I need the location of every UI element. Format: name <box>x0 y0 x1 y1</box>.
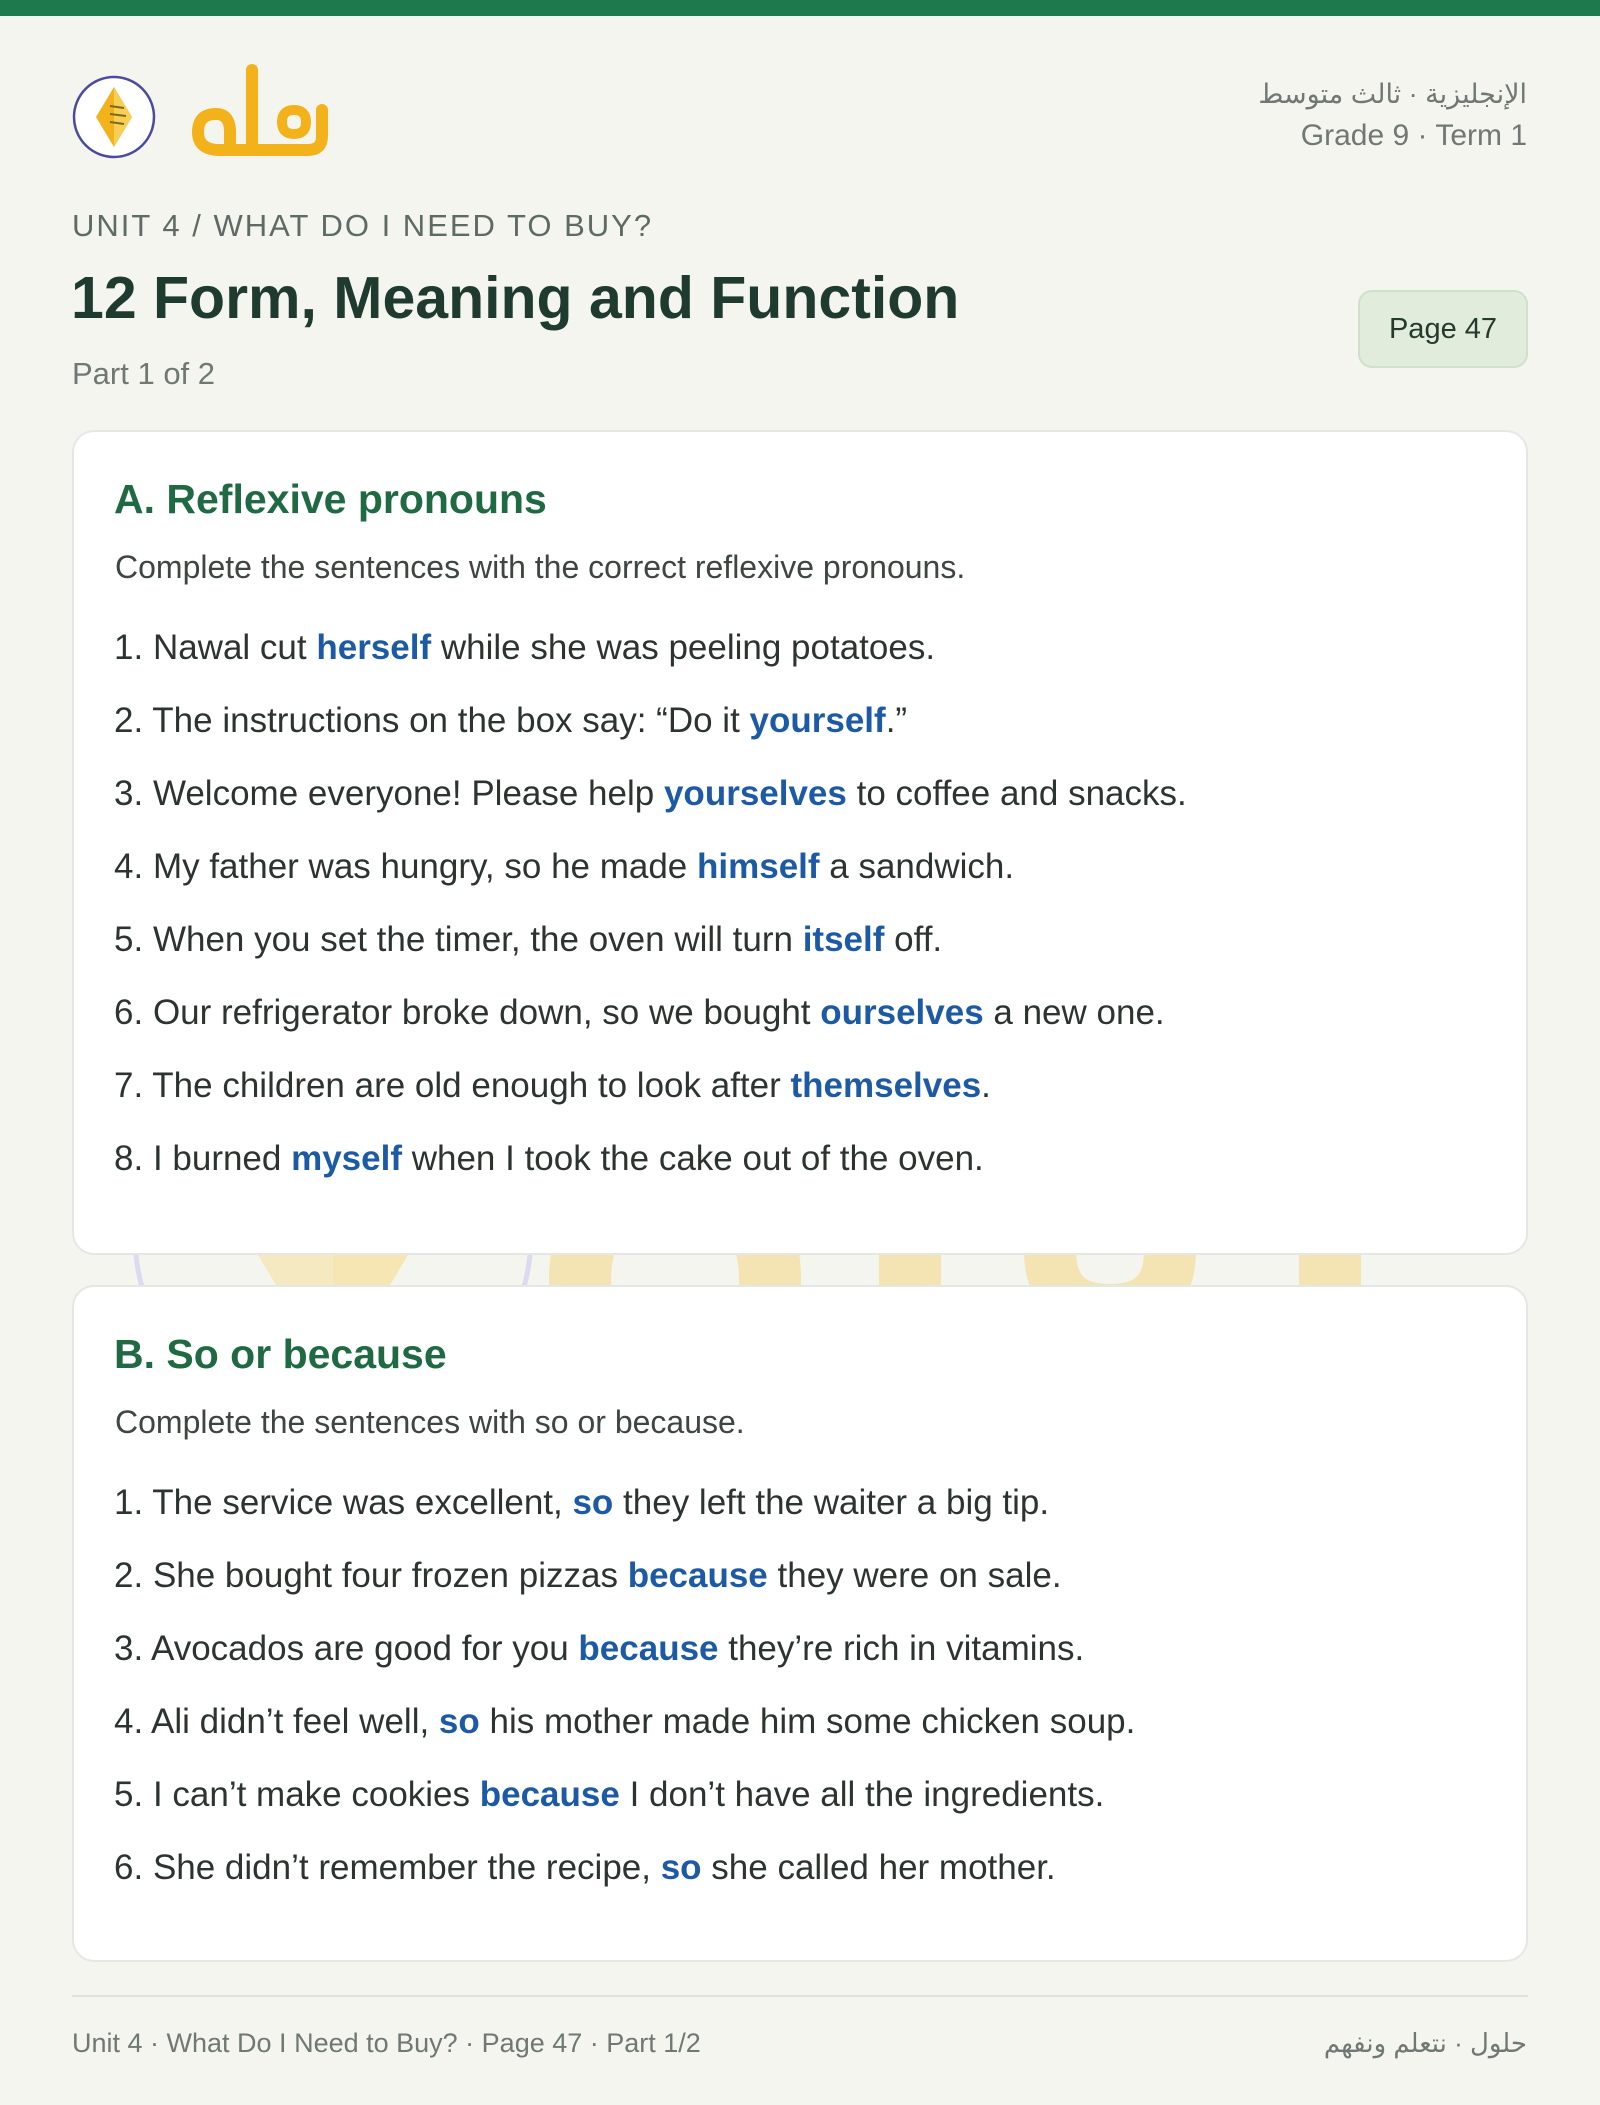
sentence-start: The children are old enough to look after <box>152 1066 791 1105</box>
exercise-item <box>114 628 1187 701</box>
sentence-end: when I took the cake out of the oven. <box>402 1139 984 1178</box>
sentence-start: She bought four frozen pizzas <box>152 1556 628 1595</box>
sentence-start: The instructions on the box say: “Do it <box>152 701 750 740</box>
exercise-item <box>114 920 1187 993</box>
sentence-end: his mother made him some chicken soup. <box>479 1702 1136 1741</box>
exercise-item <box>114 1848 1135 1921</box>
item-number: 7. <box>114 1066 144 1105</box>
answer-word: himself <box>697 847 820 886</box>
answer-word: so <box>438 1702 480 1741</box>
hulool-logo <box>70 62 340 172</box>
sentence-start: The service was excellent, <box>152 1483 573 1522</box>
sentence-end: they’re rich in vitamins. <box>718 1629 1085 1668</box>
sentence-start: When you set the timer, the oven will turn <box>152 920 803 959</box>
section-a-title: A. Reflexive pronouns <box>114 476 547 522</box>
sentence-end: they were on sale. <box>767 1556 1062 1595</box>
breadcrumb: UNIT 4 / WHAT DO I NEED TO BUY? <box>72 208 654 243</box>
exercise-item <box>114 701 1187 774</box>
exercise-item <box>114 1483 1135 1556</box>
answer-word: themselves <box>790 1066 982 1105</box>
section-b-list <box>114 1483 1135 1921</box>
section-a-list <box>114 628 1187 1212</box>
sentence-start: She didn’t remember the recipe, <box>152 1848 661 1887</box>
answer-word: herself <box>316 628 432 667</box>
sentence-end: a sandwich. <box>819 847 1015 886</box>
sentence-start: Our refrigerator broke down, so we bought <box>152 993 821 1032</box>
sentence-start: I burned <box>152 1139 292 1178</box>
answer-word: itself <box>802 920 885 959</box>
item-number: 3. <box>114 1629 144 1668</box>
subject-arabic: الإنجليزية · ثالث متوسط <box>1258 79 1527 109</box>
sentence-end: .” <box>885 701 908 740</box>
sentence-end: . <box>981 1066 991 1105</box>
item-number: 4. <box>114 1702 144 1741</box>
answer-word: because <box>578 1629 719 1668</box>
item-number: 1. <box>114 1483 144 1522</box>
answer-word: myself <box>291 1139 402 1178</box>
sentence-end: off. <box>884 920 943 959</box>
sentence-end: to coffee and snacks. <box>846 774 1187 813</box>
sentence-end: while she was peeling potatoes. <box>431 628 936 667</box>
answer-word: yourselves <box>663 774 847 813</box>
section-b-card <box>72 1285 1528 1962</box>
item-number: 6. <box>114 1848 144 1887</box>
section-b-instruction: Complete the sentences with so or because. <box>115 1404 745 1440</box>
exercise-item <box>114 774 1187 847</box>
part-label: Part 1 of 2 <box>72 356 216 391</box>
section-a-instruction: Complete the sentences with the correct reflexive pronouns. <box>115 549 966 585</box>
exercise-item <box>114 1702 1135 1775</box>
sentence-start: Welcome everyone! Please help <box>152 774 664 813</box>
sentence-start: I can’t make cookies <box>152 1775 480 1814</box>
section-a-card <box>72 430 1528 1255</box>
answer-word: so <box>572 1483 614 1522</box>
footer-right: حلول · نتعلم ونفهم <box>1323 2028 1527 2058</box>
section-b-title: B. So or because <box>114 1331 447 1377</box>
sentence-end: I don’t have all the ingredients. <box>619 1775 1105 1814</box>
answer-word: ourselves <box>820 993 984 1032</box>
exercise-item <box>114 847 1187 920</box>
sentence-start: Avocados are good for you <box>151 1629 579 1668</box>
header-meta <box>1258 76 1527 156</box>
sentence-end: a new one. <box>983 993 1165 1032</box>
exercise-item <box>114 1775 1135 1848</box>
answer-word: because <box>479 1775 620 1814</box>
item-number: 5. <box>114 920 144 959</box>
item-number: 2. <box>114 1556 144 1595</box>
item-number: 1. <box>114 628 144 667</box>
item-number: 2. <box>114 701 144 740</box>
sentence-start: Nawal cut <box>152 628 317 667</box>
top-accent-bar <box>0 0 1600 16</box>
footer-divider <box>72 1995 1528 1997</box>
page-title: 12 Form, Meaning and Function <box>71 265 960 331</box>
exercise-item <box>114 1139 1187 1212</box>
item-number: 6. <box>114 993 144 1032</box>
sentence-end: she called her mother. <box>701 1848 1056 1887</box>
sentence-start: My father was hungry, so he made <box>152 847 697 886</box>
exercise-item <box>114 993 1187 1066</box>
footer-left: Unit 4 · What Do I Need to Buy? · Page 47 · Part 1/2 <box>72 2028 701 2058</box>
sentence-start: Ali didn’t feel well, <box>151 1702 439 1741</box>
answer-word: because <box>627 1556 768 1595</box>
item-number: 5. <box>114 1775 144 1814</box>
exercise-item <box>114 1066 1187 1139</box>
answer-word: so <box>660 1848 702 1887</box>
page-badge: Page 47 <box>1358 290 1528 368</box>
answer-word: yourself <box>749 701 886 740</box>
exercise-item <box>114 1629 1135 1702</box>
item-number: 3. <box>114 774 144 813</box>
item-number: 8. <box>114 1139 144 1178</box>
grade-term: Grade 9 · Term 1 <box>1300 119 1527 152</box>
exercise-item <box>114 1556 1135 1629</box>
item-number: 4. <box>114 847 144 886</box>
sentence-end: they left the waiter a big tip. <box>613 1483 1050 1522</box>
